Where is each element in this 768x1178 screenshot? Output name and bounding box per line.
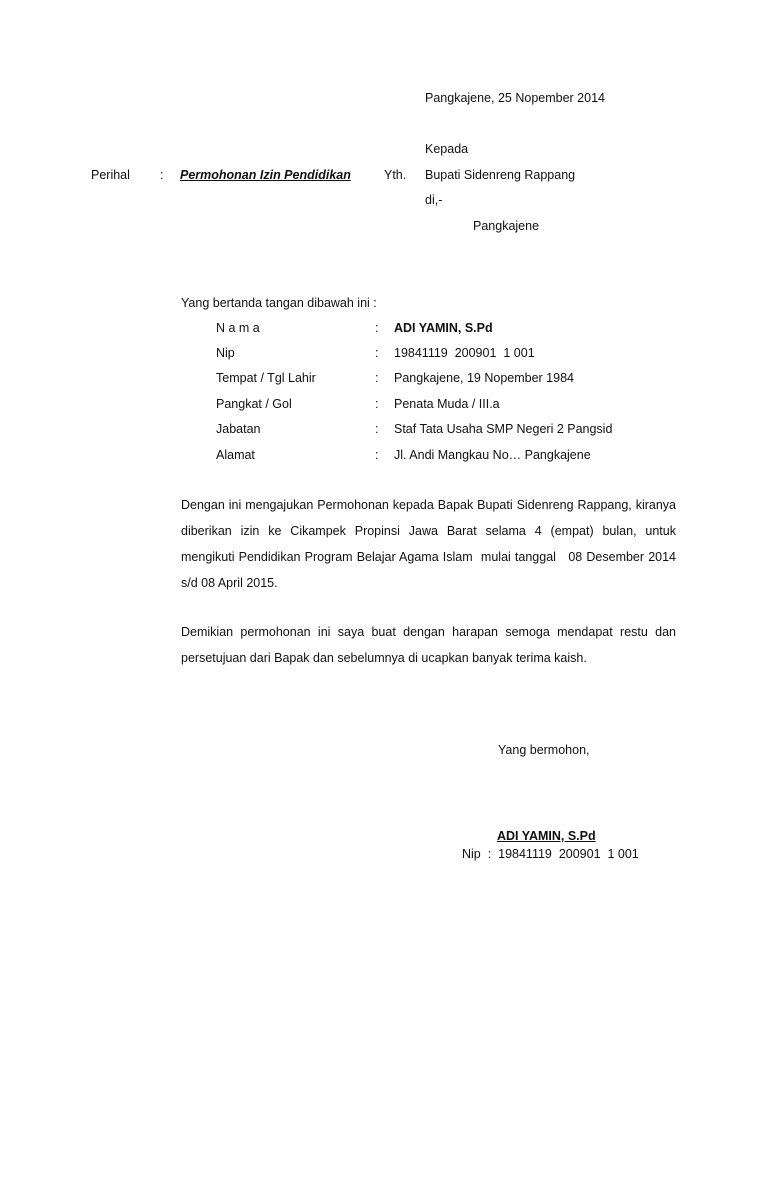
identity-colon: :	[375, 448, 379, 462]
perihal-value: Permohonan Izin Pendidikan	[180, 168, 351, 182]
identity-colon: :	[375, 422, 379, 436]
kepada-label: Kepada	[425, 142, 469, 156]
perihal-label: Perihal	[91, 168, 130, 182]
identity-colon: :	[375, 397, 379, 411]
identity-label: Pangkat / Gol	[216, 397, 292, 411]
signer-name: ADI YAMIN, S.Pd	[497, 829, 596, 843]
signer-nip: Nip : 19841119 200901 1 001	[462, 847, 639, 861]
body-paragraph-2	[181, 619, 676, 671]
closing-text: Yang bermohon,	[498, 743, 590, 757]
yth-label: Yth.	[384, 168, 407, 182]
paragraph-line: mengikuti Pendidikan Program Belajar Agama Islam mulai tanggal 08 Desember 2014	[181, 550, 676, 564]
paragraph-line: s/d 08 April 2015.	[181, 576, 278, 590]
paragraph-line: persetujuan dari Bapak dan sebelumnya di ucapkan banyak terima kaish.	[181, 651, 587, 665]
paragraph-line: diberikan izin ke Cikampek Propinsi Jawa Barat selama 4 (empat) bulan, untuk	[181, 524, 676, 538]
intro-text: Yang bertanda tangan dibawah ini :	[181, 296, 377, 310]
identity-value: Staf Tata Usaha SMP Negeri 2 Pangsid	[394, 422, 613, 436]
identity-label: Tempat / Tgl Lahir	[216, 371, 316, 385]
place-date: Pangkajene, 25 Nopember 2014	[425, 91, 605, 105]
di-label: di,-	[425, 193, 443, 207]
identity-label: Jabatan	[216, 422, 261, 436]
identity-value: Pangkajene, 19 Nopember 1984	[394, 371, 574, 385]
recipient: Bupati Sidenreng Rappang	[425, 168, 576, 182]
recipient-city: Pangkajene	[473, 219, 540, 233]
identity-colon: :	[375, 371, 379, 385]
identity-value: Penata Muda / III.a	[394, 397, 500, 411]
identity-label: Nip	[216, 346, 235, 360]
identity-colon: :	[375, 346, 379, 360]
body-paragraph-1	[181, 492, 676, 596]
identity-label: Alamat	[216, 448, 255, 462]
identity-colon: :	[375, 321, 379, 335]
paragraph-line: Dengan ini mengajukan Permohonan kepada Bapak Bupati Sidenreng Rappang, kiranya	[181, 498, 676, 512]
identity-label: N a m a	[216, 321, 260, 335]
identity-value: Jl. Andi Mangkau No… Pangkajene	[394, 448, 591, 462]
identity-value: ADI YAMIN, S.Pd	[394, 321, 493, 335]
paragraph-line: Demikian permohonan ini saya buat dengan harapan semoga mendapat restu dan	[181, 625, 676, 639]
perihal-colon: :	[160, 168, 164, 182]
identity-value: 19841119 200901 1 001	[394, 346, 535, 360]
